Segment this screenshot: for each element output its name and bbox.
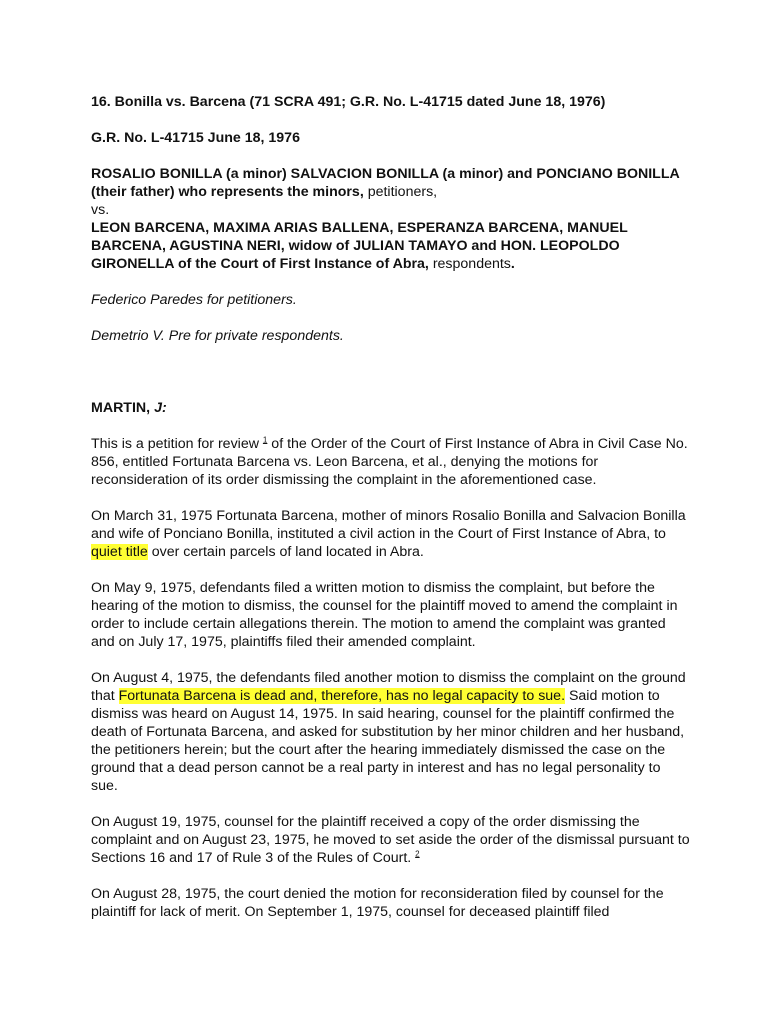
highlight-quiet-title: quiet title [91,544,148,560]
respondents-names: LEON BARCENA, MAXIMA ARIAS BALLENA, ESPERANZA BARCENA, MANUEL BARCENA, AGUSTINA NERI, widow of JULIAN TAMAYO and HON. LEOPOLDO GIRONELLA of the Court of First Instance of Abra, [91,220,628,272]
paragraph-4-b: Said motion to dismiss was heard on August 14, 1975. In said hearing, counsel for the plaintiff confirmed the death of Fortunata Barcena, and asked for substitution by her minor children and her husband, the petitioners herein; but the court after the hearing immediately dismissed the case on the ground that a dead person cannot be a real party in interest and has no legal personality to sue. [91,688,685,794]
paragraph-2-a: On March 31, 1975 Fortunata Barcena, mother of minors Rosalio Bonilla and Salvacion Bonilla and wife of Ponciano Bonilla, instituted a civil action in the Court of First Instance of Abra, to [91,508,686,542]
paragraph-1-a: This is a petition for review [91,436,263,452]
judge-name: MARTIN, [91,400,155,416]
paragraph-1-b: of the Order of the Court of First Instance of Abra in Civil Case No. 856, entitled Fortunata Barcena vs. Leon Barcena, et al., denying the motions for reconsideration of its order dismissing the complaint in the aforementioned case. [91,436,688,488]
paragraph-6: On August 28, 1975, the court denied the motion for reconsideration filed by counsel for the plaintiff for lack of merit. On September 1, 1975, counsel for deceased plaintiff filed [91,886,664,920]
respondents-end: . [510,256,515,272]
petitioners-role: petitioners, [363,184,438,200]
footnote-ref-1[interactable]: 1 [262,435,268,445]
highlight-no-legal-capacity: Fortunata Barcena is dead and, therefore, has no legal capacity to sue. [118,688,566,704]
paragraph-2-b: over certain parcels of land located in Abra. [147,544,424,560]
respondents-role: respondents [428,256,511,272]
paragraph-5 [91,813,691,867]
case-number: G.R. No. L-41715 June 18, 1976 [91,130,300,146]
respondents-block [91,219,691,273]
judge-title: J: [154,400,167,416]
paragraph-2 [91,507,691,561]
counsel-respondents: Demetrio V. Pre for private respondents. [91,328,344,344]
versus: vs. [91,202,110,218]
paragraph-5-a: On August 19, 1975, counsel for the plaintiff received a copy of the order dismissing the complaint and on August 23, 1975, he moved to set aside the order of the dismissal pursuant to Sections 16 and 17 of Rule 3 of the Rules of Court. [91,814,690,866]
case-title: 16. Bonilla vs. Barcena (71 SCRA 491; G.R. No. L-41715 dated June 18, 1976) [91,94,606,110]
counsel-petitioners: Federico Paredes for petitioners. [91,292,297,308]
document-body [91,93,691,921]
paragraph-4 [91,669,691,795]
petitioners-block [91,165,691,201]
paragraph-1 [91,435,691,489]
paragraph-3: On May 9, 1975, defendants filed a written motion to dismiss the complaint, but before the hearing of the motion to dismiss, the counsel for the plaintiff moved to amend the complaint in order to include certain allegations therein. The motion to amend the complaint was granted and on July 17, 1975, plaintiffs filed their amended complaint. [91,580,678,650]
petitioners-names: ROSALIO BONILLA (a minor) SALVACION BONILLA (a minor) and PONCIANO BONILLA (their father) who represents the minors, [91,166,680,200]
ponente [91,399,691,417]
footnote-ref-2[interactable]: 2 [415,849,420,859]
paragraph-4-a: On August 4, 1975, the defendants filed another motion to dismiss the complaint on the ground that [91,670,686,704]
